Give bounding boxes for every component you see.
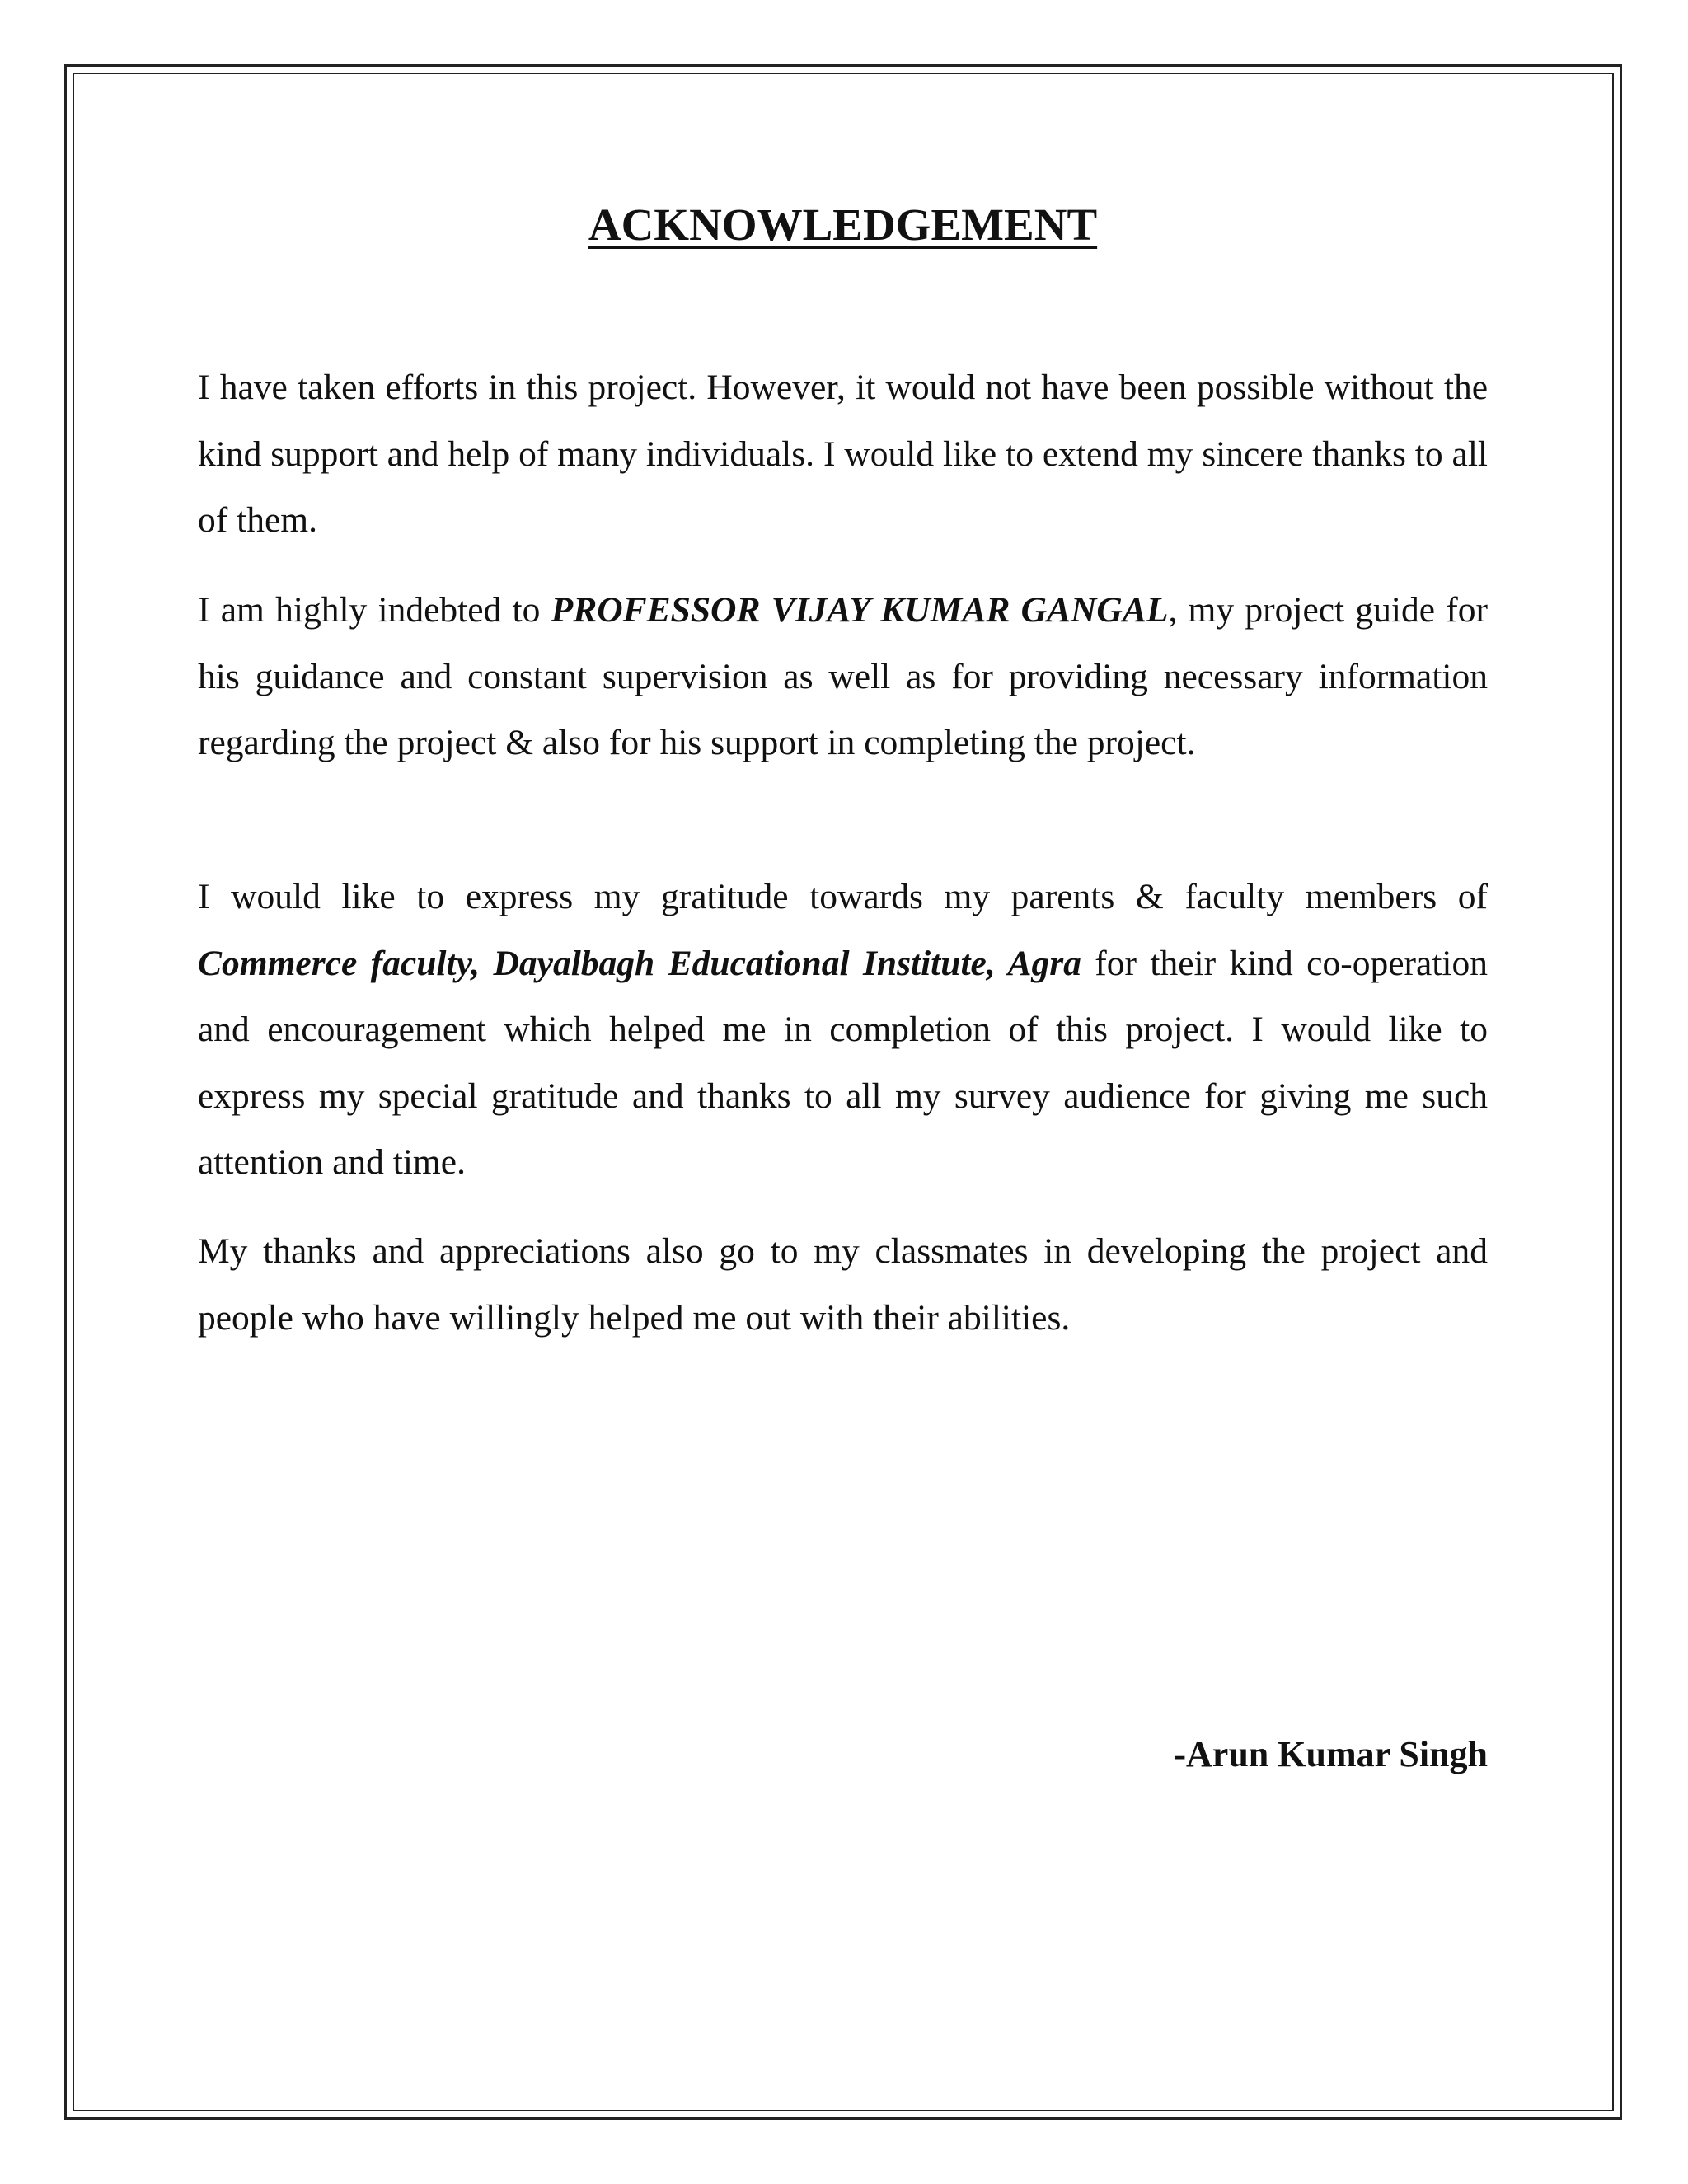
signature: -Arun Kumar Singh — [1174, 1734, 1488, 1774]
institute-name: Commerce faculty, Dayalbagh Educational Institute, Agra — [198, 943, 1081, 983]
guide-name: PROFESSOR VIJAY KUMAR GANGAL — [551, 590, 1169, 630]
page-title — [198, 196, 1488, 254]
paragraph-3-lead: I would like to express my gratitude towards my parents & faculty members of — [198, 877, 1488, 916]
paragraph-2 — [198, 577, 1488, 776]
page-title-text: ACKNOWLEDGEMENT — [588, 199, 1098, 250]
paragraph-4: My thanks and appreciations also go to my classmates in developing the project and people who have willingly helped me out with their abilities. — [198, 1231, 1488, 1338]
paragraph-1: I have taken efforts in this project. However, it would not have been possible without the kind support and help of many individuals. I would like to extend my sincere thanks to all of them. — [198, 368, 1488, 540]
paragraph-2-rest: , my project guide for his guidance and constant supervision as well as for providing necessary information regarding the project & also for his support in completing the project. — [198, 590, 1488, 762]
paragraph-3-rest: for their kind co-operation and encouragement which helped me in completion of this project. I would like to express my special gratitude and thanks to all my survey audience for giving me such attention and time. — [198, 943, 1488, 1182]
paragraph-2-lead: I am highly indebted to — [198, 590, 551, 630]
paragraph-3 — [198, 864, 1488, 1196]
